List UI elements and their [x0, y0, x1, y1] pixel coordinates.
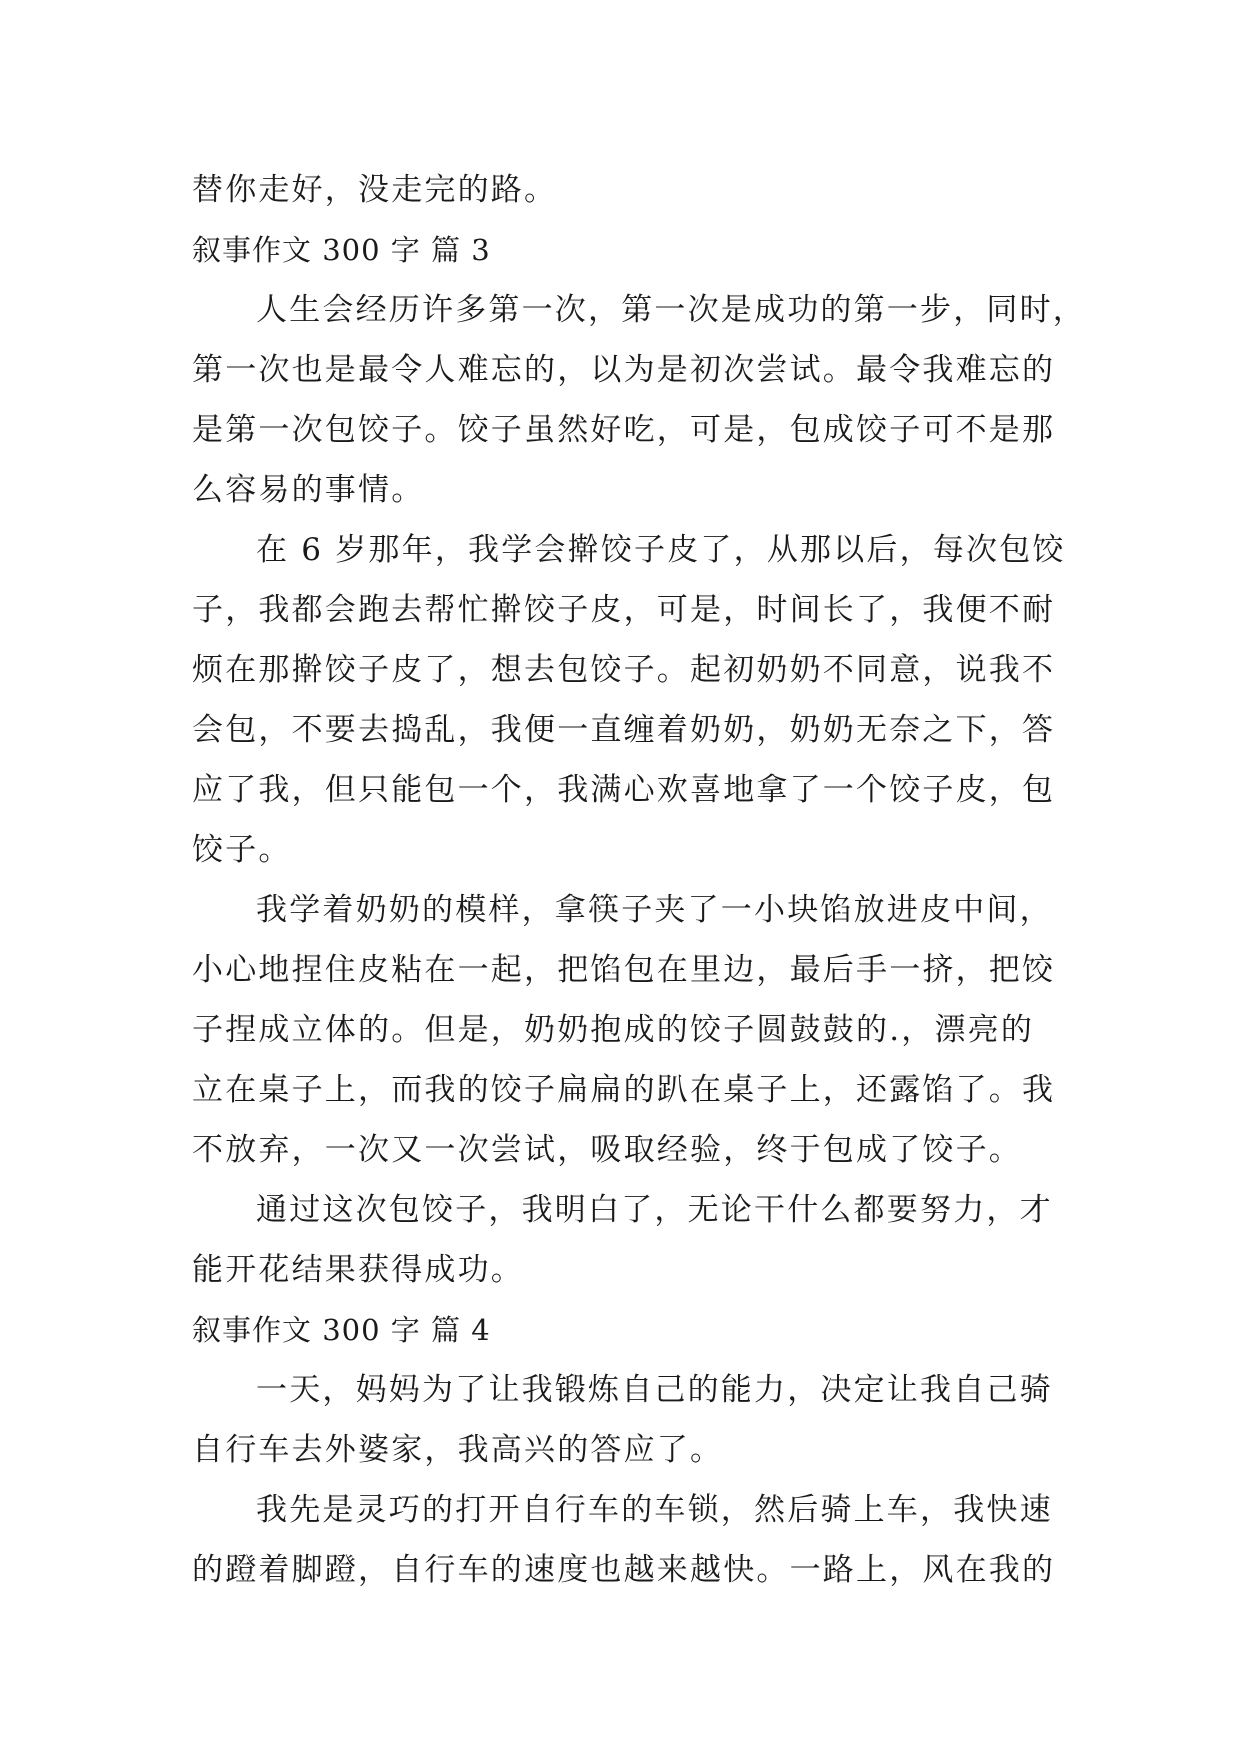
section-heading-3: 叙事作文 300 字 篇 3 — [192, 233, 491, 267]
paragraph-line: 能开花结果获得成功。 — [192, 1252, 524, 1288]
paragraph-line: 第一次也是最令人难忘的，以为是初次尝试。最令我难忘的 — [192, 352, 1056, 388]
paragraph-line: 我先是灵巧的打开自行车的车锁，然后骑上车，我快速 — [256, 1492, 1053, 1528]
paragraph-line: 子捏成立体的。但是，奶奶抱成的饺子圆鼓鼓的.，漂亮的 — [192, 1012, 1035, 1048]
paragraph-conclusion — [192, 1180, 1054, 1300]
paragraph-line: 小心地捏住皮粘在一起，把馅包在里边，最后手一挤，把饺 — [192, 952, 1056, 988]
paragraph-line: 子，我都会跑去帮忙擀饺子皮，可是，时间长了，我便不耐 — [192, 592, 1056, 628]
paragraph-line: 不放弃，一次又一次尝试，吸取经验，终于包成了饺子。 — [192, 1132, 1022, 1168]
paragraph-line: 会包，不要去捣乱，我便一直缠着奶奶，奶奶无奈之下，答 — [192, 712, 1056, 748]
paragraph-line: 的蹬着脚蹬，自行车的速度也越来越快。一路上，风在我的 — [192, 1552, 1056, 1588]
section-heading-4: 叙事作文 300 字 篇 4 — [192, 1313, 491, 1347]
document-body — [192, 160, 1086, 1600]
paragraph-line: 我学着奶奶的模样，拿筷子夹了一小块馅放进皮中间， — [256, 892, 1053, 928]
paragraph-line: 烦在那擀饺子皮了，想去包饺子。起初奶奶不同意，说我不 — [192, 652, 1056, 688]
paragraph-line: 立在桌子上，而我的饺子扁扁的趴在桌子上，还露馅了。我 — [192, 1072, 1056, 1108]
paragraph-line: 自行车去外婆家，我高兴的答应了。 — [192, 1432, 724, 1468]
paragraph-line: 在 6 岁那年，我学会擀饺子皮了，从那以后，每次包饺 — [256, 532, 1066, 568]
paragraph-riding — [192, 1480, 1054, 1600]
text-line: 替你走好，没走完的路。 — [192, 172, 558, 208]
paragraph-six-years-old — [192, 520, 1066, 880]
paragraph-line: 应了我，但只能包一个，我满心欢喜地拿了一个饺子皮，包 — [192, 772, 1056, 808]
paragraph-learning — [192, 880, 1054, 1180]
paragraph-first-time — [192, 280, 1086, 520]
paragraph-line: 么容易的事情。 — [192, 472, 425, 508]
paragraph-one-day — [192, 1360, 1054, 1480]
paragraph-line: 通过这次包饺子，我明白了，无论干什么都要努力，才 — [256, 1192, 1053, 1228]
paragraph-line: 饺子。 — [192, 832, 292, 868]
paragraph-line: 人生会经历许多第一次，第一次是成功的第一步，同时， — [256, 292, 1086, 328]
paragraph-line: 一天，妈妈为了让我锻炼自己的能力，决定让我自己骑 — [256, 1372, 1053, 1408]
paragraph-line: 是第一次包饺子。饺子虽然好吃，可是，包成饺子可不是那 — [192, 412, 1056, 448]
